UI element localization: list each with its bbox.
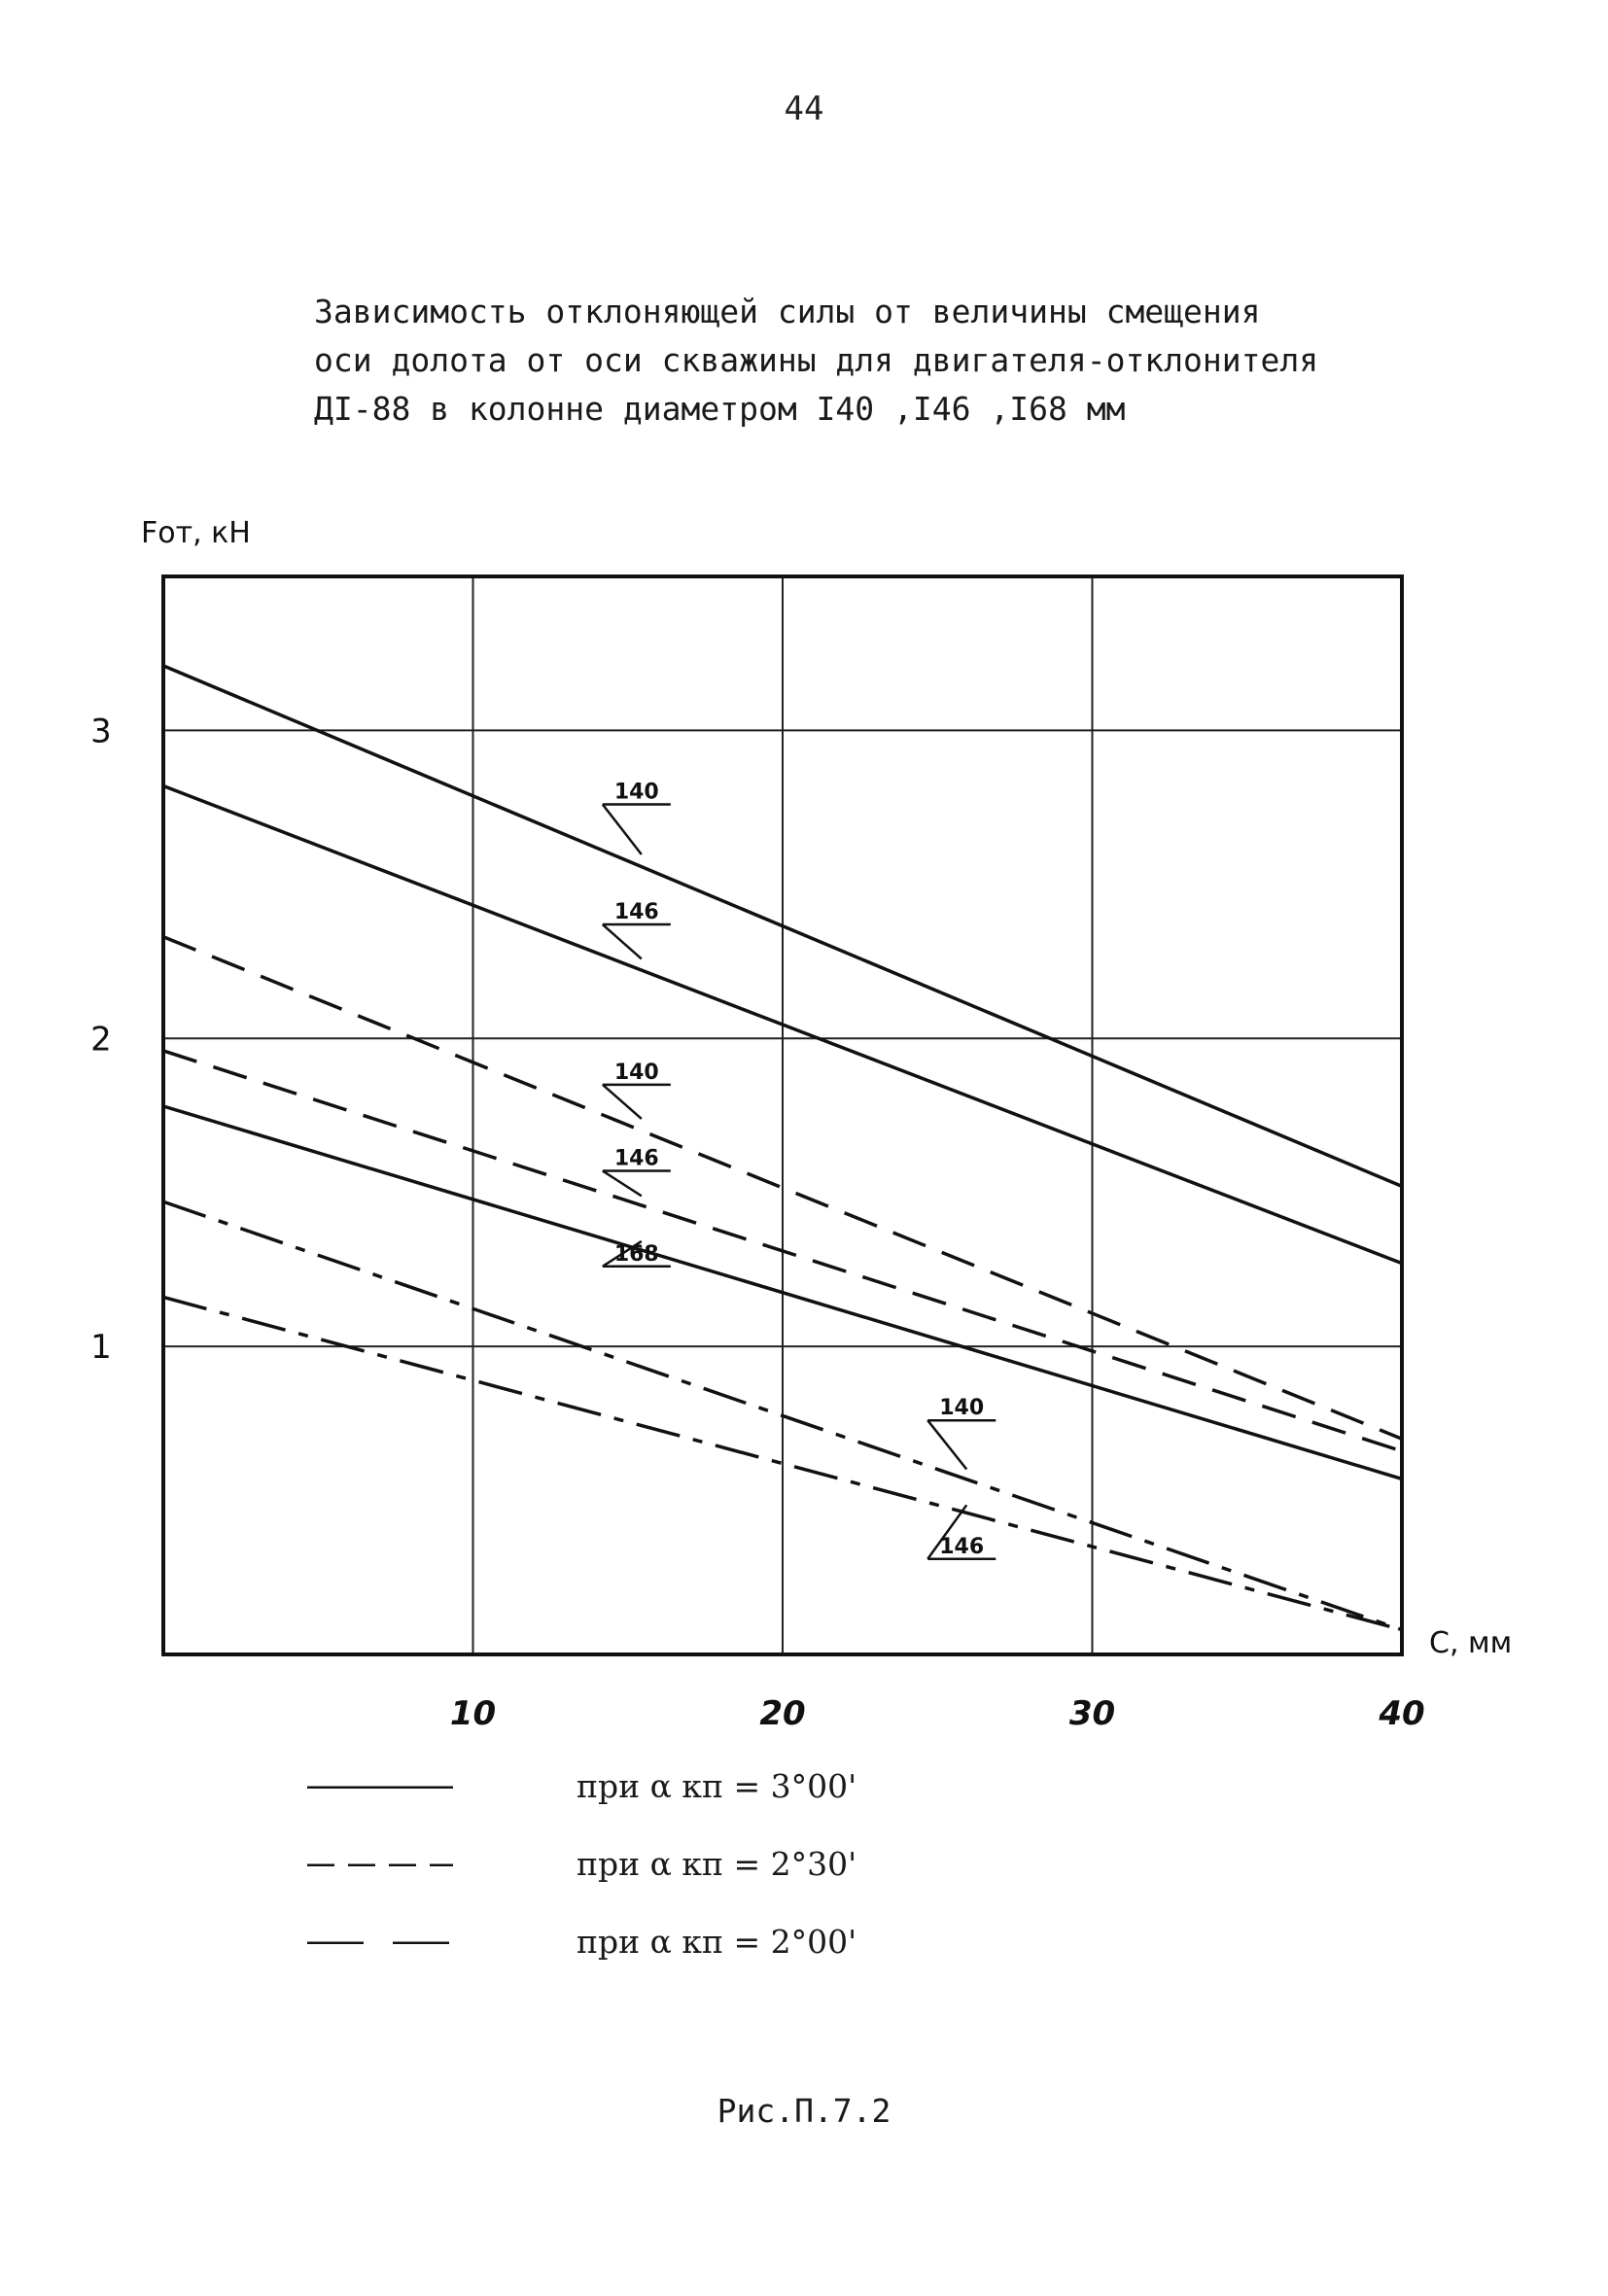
x-axis-label: C, мм <box>1429 1626 1513 1660</box>
series-label-leader-dashed-140 <box>603 1085 642 1119</box>
x-tick-label-40: 40 <box>1379 1694 1425 1733</box>
series-label-dashdot-146: 146 <box>939 1534 985 1559</box>
series-label-leader-dashdot-140 <box>927 1420 966 1469</box>
series-label-solid-168: 168 <box>613 1241 659 1267</box>
legend-swatch-dashdot <box>307 1940 453 1944</box>
x-tick-label-10: 10 <box>449 1694 497 1733</box>
series-label-dashdot-140: 140 <box>939 1396 985 1421</box>
title-line-2: оси долота от оси скважины для двигателя-отклонителя <box>314 341 1319 379</box>
title-line-3: ДI-88 в колонне диаметром I40 ,I46 ,I68 мм <box>314 390 1126 428</box>
x-tick-label-30: 30 <box>1068 1694 1116 1733</box>
figure-caption: Рис.П.7.2 <box>717 2092 891 2130</box>
y-tick-label-3: 3 <box>90 712 112 751</box>
y-tick-label-1: 1 <box>90 1328 112 1368</box>
legend-label-dashed: при α кп = 2°30' <box>577 1845 857 1883</box>
series-label-dashed-146: 146 <box>613 1146 659 1171</box>
legend-swatch-solid <box>307 1785 453 1789</box>
series-label-leader-solid-146 <box>603 924 642 958</box>
title-line-1: Зависимость отклоняющей силы от величины смещения <box>314 293 1261 330</box>
x-tick-label-20: 20 <box>759 1694 806 1733</box>
legend-label-dashdot: при α кп = 2°00' <box>577 1923 857 1961</box>
series-label-leader-dashed-146 <box>603 1171 642 1197</box>
y-tick-label-2: 2 <box>90 1020 112 1060</box>
series-label-solid-140: 140 <box>613 780 659 805</box>
y-axis-label: Fот, кН <box>141 516 251 550</box>
legend-swatch-dashed <box>307 1862 453 1866</box>
series-label-solid-146: 146 <box>613 900 659 925</box>
legend-label-solid: при α кп = 3°00' <box>577 1767 857 1805</box>
series-label-leader-solid-140 <box>603 804 642 854</box>
series-label-dashed-140: 140 <box>613 1060 659 1085</box>
page-number: 44 <box>784 89 824 128</box>
